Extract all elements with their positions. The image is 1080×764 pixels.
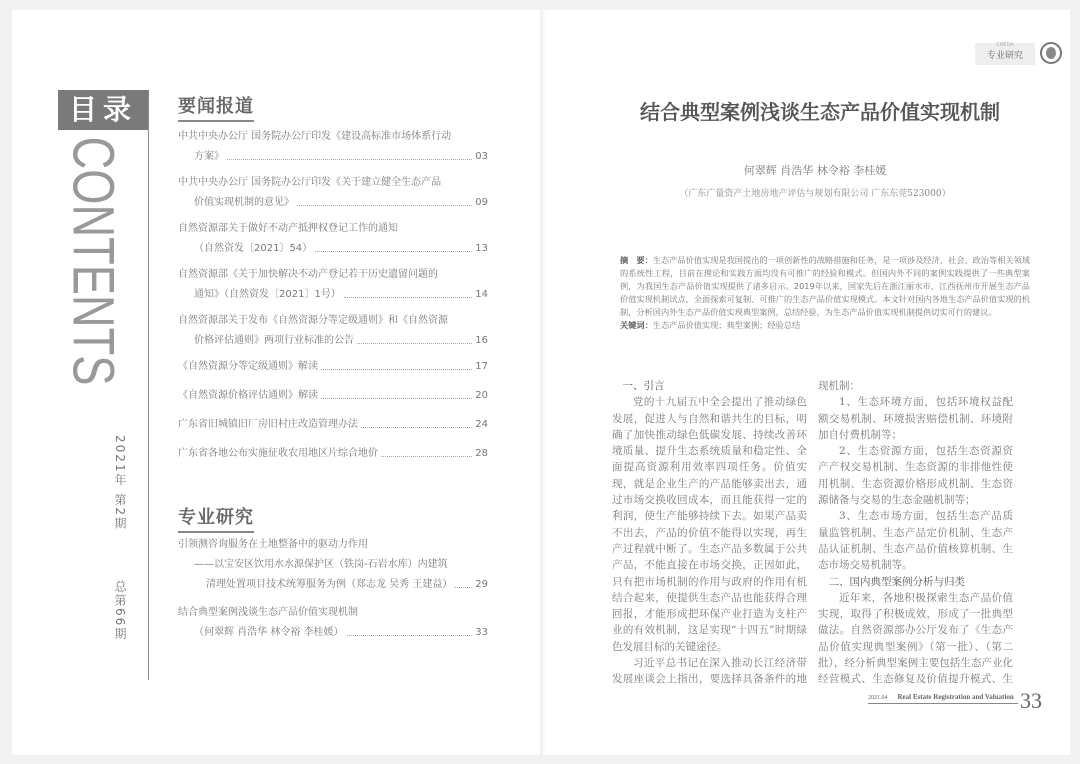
body-column-2 [818, 378, 1013, 688]
toc-entry-title: 自然资源部关于发布《自然资源分等定级通则》和《自然资源 [178, 315, 448, 326]
toc-page-number: 13 [475, 243, 488, 254]
authors: 何翠辉 肖浩华 林令裕 李桂媛 [743, 164, 887, 177]
toc-entry-title: 引领测咨询服务在土地整备中的驱动力作用 [178, 539, 368, 550]
paragraph: 1、生态环境方面，包括环境权益配额交易机制、环境损害赔偿机制、环境附加自付费机制等； [818, 396, 1013, 441]
section-heading: 二、国内典型案例分析与归类 [828, 575, 965, 588]
toc-entry[interactable] [178, 222, 488, 256]
toc-entry-subtitle: ——以宝安区饮用水水源保护区（铁岗-石岩水库）内建筑 [194, 559, 448, 570]
paragraph: 现机制： [818, 380, 860, 392]
toc-entry-text: 价值实现机制的意见》 [194, 197, 294, 208]
toc-entry[interactable] [178, 538, 488, 592]
toc-entry-title: 中共中央办公厅 国务院办公厅印发《关于建立健全生态产品 [178, 177, 442, 188]
body-column-1 [612, 378, 807, 688]
toc-page-number: 29 [475, 579, 488, 590]
toc-entry-title: 自然资源部关于做好不动产抵押权登记工作的通知 [178, 223, 398, 234]
toc-entry[interactable] [178, 268, 488, 302]
toc-entry-title: 中共中央办公厅 国务院办公厅印发《建设高标准市场体系行动 [178, 131, 452, 142]
toc-page-number: 16 [475, 335, 488, 346]
toc-page-number: 33 [475, 627, 488, 638]
leader-dots [455, 578, 472, 588]
toc-research [178, 538, 488, 654]
contents-vertical: CONTENTS [60, 136, 125, 386]
toc-entry[interactable] [178, 418, 488, 432]
abstract: 摘 要：生态产品价值实现是我国提出的一项创新性的战略措施和任务，是一项涉及经济、社会、政治等相关领域的系统性工程，目前在理论和实践方面均没有可推广的经验和模式。但国内外不同的案例实践提供了一些典型案例，为我国生态产品价值实现提供了诸多启示。2019年以来，国家先后在浙江丽水市、江西抚州市开展生态产品价值实现机制试点，全面探索可复制、可推广的生态产品价值实现模式。本文针对国内各地生态产品价值实现的机制，分析国内外生态产品价值实现典型案例，总结经验，为生态产品价值实现机制提供切实可行的建议。 关键词：生态产品价值实现；典型案例；经验总结 [620, 255, 1030, 330]
total-issue: 总第66期 [113, 580, 127, 642]
toc-entry-text: 清理处置项目技术统筹服务为例（郑志龙 吴秀 王建益） [206, 579, 453, 590]
leader-dots [357, 334, 472, 344]
leader-dots [361, 418, 472, 428]
toc-entry-title: 结合典型案例浅谈生态产品价值实现机制 [178, 607, 358, 618]
toc-page-number: 17 [475, 361, 488, 372]
leader-dots [347, 626, 473, 636]
toc-entry[interactable] [178, 447, 488, 461]
toc-entry-title: 自然资源部《关于加快解决不动产登记若干历史遗留问题的 [178, 269, 438, 280]
leader-dots [321, 360, 472, 370]
toc-entry[interactable] [178, 314, 488, 348]
issue-number: 2021年 第2期 [113, 435, 127, 531]
section-heading: 一、引言 [622, 380, 665, 392]
toc-page-number: 14 [475, 289, 488, 300]
journal-logo-icon [1040, 42, 1062, 64]
section-heading-research: 专业研究 [178, 503, 254, 533]
leader-dots [315, 242, 472, 252]
toc-entry[interactable] [178, 389, 488, 403]
toc-page-number: 09 [475, 197, 488, 208]
paragraph: 近年来，各地积极探索生态产品价值实现，取得了积极成效，形成了一批典型做法。自然资源部办公厅发布了《生态产品价值实现典型案例》（第一批）、（第二批），经分析典型案例主要包括生态产业化经营模式、生态修复及价值提升模式、生 [818, 591, 1013, 686]
leader-dots [381, 447, 472, 457]
toc-entry-text: 价格评估通则》两项行业标准的公告 [194, 335, 354, 346]
toc-entry[interactable] [178, 176, 488, 210]
leader-dots [344, 288, 472, 298]
paragraph: 党的十九届五中全会提出了推动绿色发展，促进人与自然和谐共生的目标，明确了加快推动绿色低碳发展、持续改善环境质量、提升生态系统质量和稳定性、全面提高资源利用效率四项任务。价值实现，就是企业生产的产品能够卖出去，通过市场交换收回成本，而且能获得一定的利润，使生产能够持续下去。如果产品卖不出去，产品的价值不能得以实现，再生产过程就中断了。生态产品多数属于公共产品，不能直接在市场交换，正因如此，只有把市场机制的作用与政府的作用有机结合起来，使提供生态产品也能获得合理回报，才能形成把环保产业打造为支柱产业的有效机制，这是实现“十四五”时期绿色发展目标的关键途径。 [612, 396, 807, 653]
section-tag: CREDA 专业研究 [975, 43, 1035, 65]
article-title: 结合典型案例浅谈生态产品价值实现机制 [640, 100, 1000, 124]
toc-entry[interactable] [178, 606, 488, 640]
divider [148, 90, 149, 680]
contents-label: 目录 [58, 90, 148, 130]
toc-page-number: 28 [475, 448, 488, 459]
toc-page-number: 24 [475, 419, 488, 430]
toc-entry[interactable] [178, 360, 488, 374]
page-number: 33 [1020, 688, 1042, 713]
toc-entry-text: 广东省旧城镇旧厂房旧村庄改造管理办法 [178, 419, 358, 430]
footer: 2021.04 Real Estate Registration and Valuation [868, 693, 1018, 704]
affiliation: （广东广量资产土地房地产评估与规划有限公司 广东东莞523000） [679, 189, 951, 199]
toc-page-number: 20 [475, 390, 488, 401]
toc-news [178, 130, 488, 476]
toc-entry-text: （何翠辉 肖浩华 林令裕 李桂媛） [194, 627, 344, 638]
toc-entry-text: 《自然资源价格评估通则》解读 [178, 390, 318, 401]
leader-dots [227, 150, 472, 160]
toc-entry[interactable] [178, 130, 488, 164]
paragraph: 3、生态市场方面，包括生态产品质量监管机制、生态产品定价机制、生态产品认证机制、生态产品价值核算机制、生态市场交易机制等。 [818, 510, 1013, 572]
toc-entry-text: （自然资发〔2021〕54） [194, 243, 313, 254]
section-heading-news: 要闻报道 [178, 92, 254, 122]
page-gutter [540, 10, 546, 755]
toc-entry-text: 方案》 [194, 151, 224, 162]
leader-dots [321, 389, 472, 399]
paragraph: 2、生态资源方面，包括生态资源资产产权交易机制、生态资源的非排他性使用机制、生态资源价格形成机制、生态资源储备与交易的生态金融机制等； [818, 445, 1013, 507]
toc-entry-text: 《自然资源分等定级通则》解读 [178, 361, 318, 372]
paragraph: 习近平总书记在深入推动长江经济带发展座谈会上指出，要选择具备条件的地 [612, 657, 807, 686]
toc-entry-text: 广东省各地公布实施征收农用地区片综合地价 [178, 448, 378, 459]
leader-dots [297, 196, 472, 206]
toc-page-number: 03 [475, 151, 488, 162]
toc-entry-text: 通知》（自然资发〔2021〕1号） [194, 289, 341, 300]
